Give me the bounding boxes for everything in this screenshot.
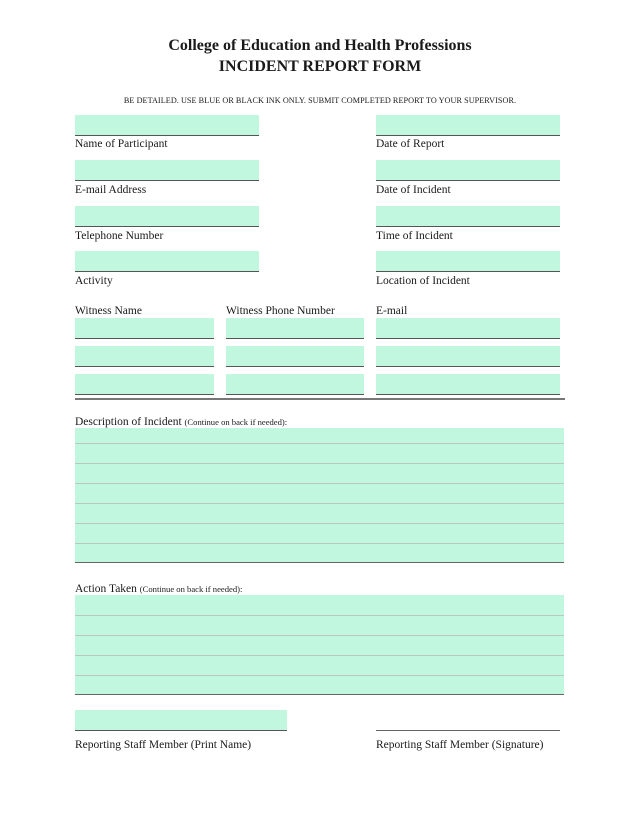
time-of-incident-field[interactable] [376, 206, 560, 227]
action-text-area[interactable] [75, 595, 564, 694]
telephone-field[interactable] [75, 206, 259, 227]
date-of-incident-field[interactable] [376, 160, 560, 181]
action-note: (Continue on back if needed): [139, 584, 243, 594]
location-of-incident-field[interactable] [376, 251, 560, 272]
section-divider [75, 398, 565, 400]
witness-1-email-field[interactable] [376, 318, 560, 339]
description-text-area[interactable] [75, 428, 564, 562]
print-name-label: Reporting Staff Member (Print Name) [75, 739, 252, 751]
witness-2-phone-field[interactable] [226, 346, 364, 367]
activity-label: Activity [75, 275, 113, 287]
description-line [75, 463, 564, 464]
action-line [75, 675, 564, 676]
description-line [75, 523, 564, 524]
description-line [75, 543, 564, 544]
witness-email-header: E-mail [376, 305, 408, 317]
action-line [75, 615, 564, 616]
description-label: Description of Incident [75, 416, 182, 428]
form-instructions: BE DETAILED. USE BLUE OR BLACK INK ONLY. SUBMIT COMPLETED REPORT TO YOUR SUPERVISOR. [123, 96, 517, 105]
witness-2-name-field[interactable] [75, 346, 214, 367]
witness-3-email-field[interactable] [376, 374, 560, 395]
telephone-label: Telephone Number [75, 230, 164, 242]
participant-name-label: Name of Participant [75, 138, 168, 150]
signature-label: Reporting Staff Member (Signature) [376, 739, 544, 751]
action-label: Action Taken [75, 583, 137, 595]
description-note: (Continue on back if needed): [184, 417, 288, 427]
print-name-field[interactable] [75, 710, 287, 731]
form-title: INCIDENT REPORT FORM [218, 58, 422, 75]
action-bottom-rule [75, 694, 564, 695]
time-of-incident-label: Time of Incident [376, 230, 453, 242]
witness-2-email-field[interactable] [376, 346, 560, 367]
action-line [75, 655, 564, 656]
description-bottom-rule [75, 562, 564, 563]
date-of-report-label: Date of Report [376, 138, 445, 150]
email-address-label: E-mail Address [75, 184, 147, 196]
participant-name-field[interactable] [75, 115, 259, 136]
location-of-incident-label: Location of Incident [376, 275, 470, 287]
form-institution-title: College of Education and Health Professions [168, 37, 472, 54]
witness-1-phone-field[interactable] [226, 318, 364, 339]
witness-name-header: Witness Name [75, 305, 142, 317]
description-heading [75, 416, 287, 428]
date-of-report-field[interactable] [376, 115, 560, 136]
signature-line[interactable] [376, 730, 560, 731]
action-heading [75, 583, 242, 595]
witness-3-phone-field[interactable] [226, 374, 364, 395]
description-line [75, 483, 564, 484]
action-line [75, 635, 564, 636]
witness-1-name-field[interactable] [75, 318, 214, 339]
date-of-incident-label: Date of Incident [376, 184, 451, 196]
description-line [75, 443, 564, 444]
witness-phone-header: Witness Phone Number [226, 305, 335, 317]
activity-field[interactable] [75, 251, 259, 272]
witness-3-name-field[interactable] [75, 374, 214, 395]
email-address-field[interactable] [75, 160, 259, 181]
description-line [75, 503, 564, 504]
